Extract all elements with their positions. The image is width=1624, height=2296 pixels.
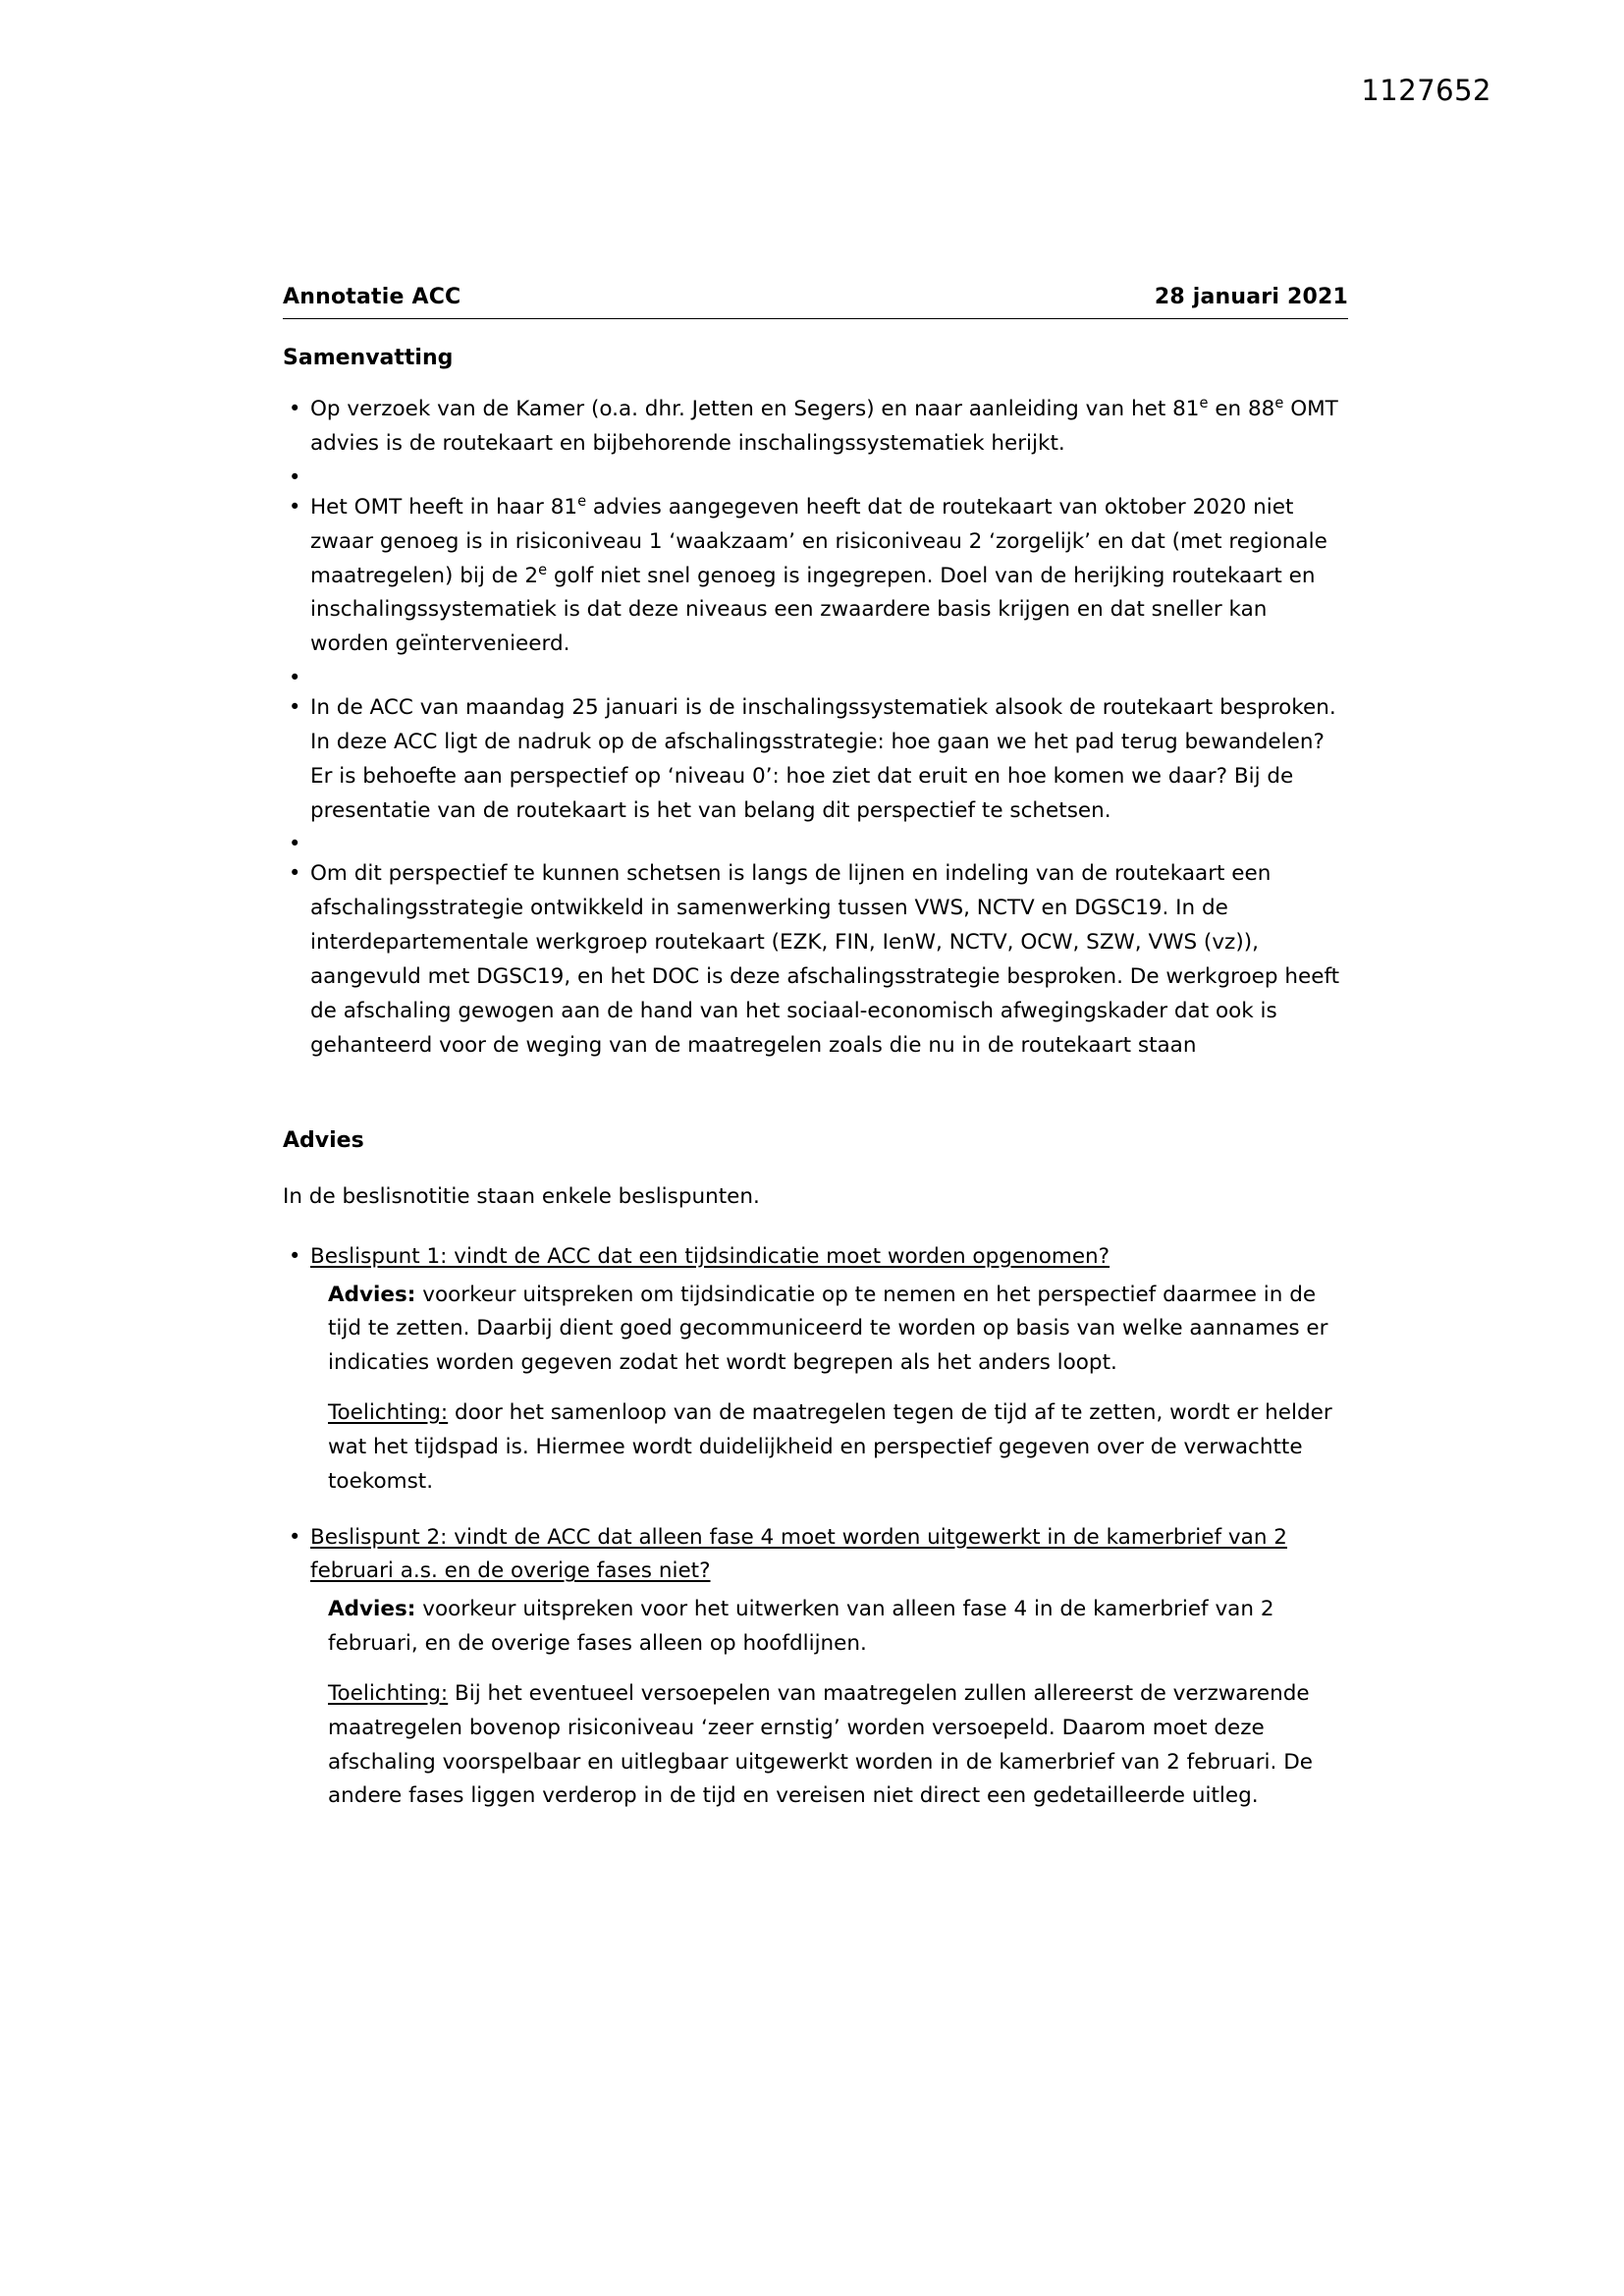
advies-label: Advies:: [328, 1597, 416, 1622]
decision-title: Beslispunt 1: vindt de ACC dat een tijdsindicatie moet worden opgenomen?: [310, 1243, 1110, 1269]
document-title: Annotatie ACC: [283, 285, 461, 309]
toelichting-text: Bij het eventueel versoepelen van maatregelen zullen allereerst de verzwarende maatregelen bovenop risiconiveau ‘zeer ernstig’ worden versoepeld. Daarom moet deze afschaling voorspelbaar en uitlegbaar uitgewerkt worden in de kamerbrief van 2 februari. De andere fases liggen verderop in de tijd en vereisen niet direct een gedetailleerde uitleg.: [328, 1680, 1313, 1809]
decision-item-1: [283, 1240, 1348, 1500]
section-heading-samenvatting: Samenvatting: [283, 345, 454, 370]
toelichting-label: Toelichting:: [328, 1400, 449, 1426]
decision-item-2: [283, 1521, 1348, 1815]
toelichting-paragraph: [328, 1396, 1348, 1499]
list-item-empty: [283, 462, 1348, 491]
toelichting-label: Toelichting:: [328, 1680, 449, 1706]
document-date: 28 januari 2021: [1154, 285, 1348, 309]
list-item: • Het OMT heeft in haar 81e advies aangegeven heeft dat de routekaart van oktober 2020 niet zwaar genoeg is in risiconiveau 1 ‘waakzaam’ en risiconiveau 2 ‘zorgelijk’ en dat (met regionale maatregelen) bij de 2e golf niet snel genoeg is ingegrepen. Doel van de herijking routekaart en inschalingssystematiek is dat deze niveaus een zwaardere basis krijgen en dat sneller kan worden geïntervenieerd.: [283, 491, 1348, 662]
advice-intro: In de beslisnotitie staan enkele beslispunten.: [283, 1183, 760, 1209]
decision-details: [310, 1279, 1348, 1500]
list-item-empty: [283, 662, 1348, 691]
advies-text: voorkeur uitspreken om tijdsindicatie op te nemen en het perspectief daarmee in de tijd te zetten. Daarbij dient goed gecommuniceerd te worden op basis van welke aannames er indicaties worden gegeven zodat het wordt begrepen als het anders loopt.: [328, 1282, 1328, 1376]
advies-paragraph: [328, 1593, 1348, 1662]
document-body: [283, 280, 1348, 1835]
list-item: • In de ACC van maandag 25 januari is de inschalingssystematiek alsook de routekaart besproken. In deze ACC ligt de nadruk op de afschalingsstrategie: hoe gaan we het pad terug bewandelen? Er is behoefte aan perspectief op ‘niveau 0’: hoe ziet dat eruit en hoe komen we daar? Bij de presentatie van de routekaart is het van belang dit perspectief te schetsen.: [283, 691, 1348, 828]
summary-bullet-list: [283, 393, 1348, 1063]
list-item: • Om dit perspectief te kunnen schetsen is langs de lijnen en indeling van de routekaart een afschalingsstrategie ontwikkeld in samenwerking tussen VWS, NCTV en DGSC19. In de interdepartementale werkgroep routekaart (EZK, FIN, IenW, NCTV, OCW, SZW, VWS (vz)), aangevuld met DGSC19, en het DOC is deze afschalingsstrategie besproken. De werkgroep heeft de afschaling gewogen aan de hand van het sociaal-economisch afwegingskader dat ook is gehanteerd voor de weging van de maatregelen zoals die nu in de routekaart staan: [283, 857, 1348, 1063]
document-header: [283, 280, 1348, 319]
advies-paragraph: [328, 1279, 1348, 1381]
advies-text: voorkeur uitspreken voor het uitwerken van alleen fase 4 in de kamerbrief van 2 februari, en de overige fases alleen op hoofdlijnen.: [328, 1597, 1274, 1657]
list-item-empty: [283, 828, 1348, 857]
advies-label: Advies:: [328, 1282, 416, 1307]
list-item: • Op verzoek van de Kamer (o.a. dhr. Jetten en Segers) en naar aanleiding van het 81e en 88e OMT advies is de routekaart en bijbehorende inschalingssystematiek herijkt.: [283, 393, 1348, 462]
section-heading-advies: Advies: [283, 1128, 364, 1154]
decision-title: Beslispunt 2: vindt de ACC dat alleen fase 4 moet worden uitgewerkt in de kamerbrief van 2 februari a.s. en de overige fases niet?: [310, 1524, 1287, 1584]
decision-list: [283, 1240, 1348, 1814]
toelichting-paragraph: [328, 1677, 1348, 1814]
toelichting-text: door het samenloop van de maatregelen tegen de tijd af te zetten, wordt er helder wat het tijdspad is. Hiermee wordt duidelijkheid en perspectief gegeven over de verwachtte toekomst.: [328, 1400, 1332, 1494]
decision-details: [310, 1593, 1348, 1814]
document-number: 1127652: [1361, 74, 1491, 107]
